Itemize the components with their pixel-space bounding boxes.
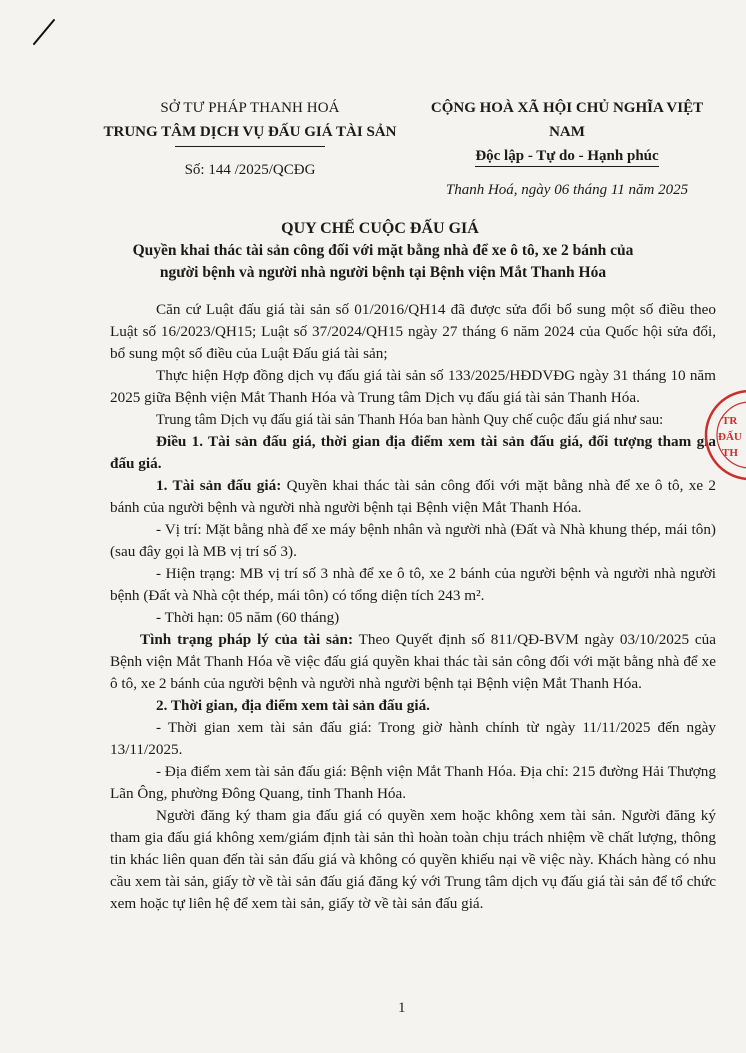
org-name: TRUNG TÂM DỊCH VỤ ĐẤU GIÁ TÀI SẢN	[100, 120, 400, 144]
location-paragraph: - Vị trí: Mặt bằng nhà để xe máy bệnh nhân và người nhà (Đất và Nhà khung thép, mái tôn) (sau đây gọi là MB vị trí số 3).	[110, 521, 716, 560]
status-paragraph: - Hiện trạng: MB vị trí số 3 nhà để xe ô tô, xe 2 bánh của người bệnh và người nhà người bệnh (Đất và Nhà cột thép, mái tôn) có tổng diện tích 243 m².	[110, 565, 716, 604]
red-seal-stamp	[702, 380, 746, 490]
national-motto: Độc lập - Tự do - Hạnh phúc	[475, 146, 658, 167]
issuance-paragraph: Trung tâm Dịch vụ đấu giá tài sản Thanh Hóa ban hành Quy chế cuộc đấu giá như sau:	[156, 412, 664, 428]
document-body	[110, 299, 716, 915]
viewing-heading: 2. Thời gian, địa điểm xem tài sản đấu giá.	[156, 697, 430, 714]
national-header-block	[412, 96, 722, 202]
asset-label: 1. Tài sản đấu giá:	[156, 477, 282, 494]
article-1-heading: Điều 1. Tài sản đấu giá, thời gian địa điểm xem tài sản đấu giá, đối tượng tham gia đấu giá.	[110, 433, 716, 472]
handwritten-slash-mark	[30, 18, 60, 48]
svg-text:TR: TR	[722, 415, 738, 427]
legal-status-text: Theo Quyết định số 811/QĐ-BVM ngày 03/10/2025 của Bệnh viện Mắt Thanh Hóa về việc đấu giá quyền khai thác tài sản công đối với mặt bằng nhà để xe ô tô, xe 2 bánh của người bệnh và người nhà người bệnh tại Bệnh viện Mắt Thanh Hóa.	[110, 631, 716, 692]
asset-paragraph	[110, 475, 716, 519]
legal-status-label: Tình trạng pháp lý của tài sản:	[140, 631, 354, 648]
viewing-time-paragraph: - Thời gian xem tài sản đấu giá: Trong giờ hành chính từ ngày 11/11/2025 đến ngày 13/11/2025.	[110, 719, 716, 758]
viewing-rights-paragraph: Người đăng ký tham gia đấu giá có quyền xem hoặc không xem tài sản. Người đăng ký tham gia đấu giá không xem/giám định tài sản thì hoàn toàn chịu trách nhiệm về chất lượng, thông tin khác liên quan đến tài sản đấu giá và không có quyền khiếu nại về việc này. Khách hàng có nhu cầu xem tài sản, giấy tờ về tài sản đấu giá đăng ký với Trung tâm dịch vụ đấu giá tài sản để tổ chức xem hoặc tự liên hệ để xem tài sản, giấy tờ về tài sản đấu giá.	[110, 807, 716, 912]
svg-text:ĐẤU: ĐẤU	[718, 431, 742, 443]
duration-paragraph: - Thời hạn: 05 năm (60 tháng)	[156, 609, 340, 626]
document-title: QUY CHẾ CUỘC ĐẤU GIÁ	[281, 220, 479, 237]
legal-basis-paragraph: Căn cứ Luật đấu giá tài sản số 01/2016/QH14 đã được sửa đổi bổ sung một số điều theo Luật số 16/2023/QH15; Luật số 37/2024/QH15 ngày 27 tháng 6 năm 2024 của Quốc hội sửa đổi, bổ sung một số điều của Luật Đấu giá tài sản;	[110, 301, 716, 362]
org-parent-name: SỞ TƯ PHÁP THANH HOÁ	[160, 100, 340, 116]
document-subtitle: Quyền khai thác tài sản công đối với mặt bằng nhà để xe ô tô, xe 2 bánh của người bệnh và người nhà người bệnh tại Bệnh viện Mắt Thanh Hóa	[132, 242, 634, 281]
document-number: Số: 144 /2025/QCĐG	[184, 162, 316, 178]
contract-paragraph: Thực hiện Hợp đồng dịch vụ đấu giá tài sản số 133/2025/HĐDVĐG ngày 31 tháng 10 năm 2025 giữa Bệnh viện Mắt Thanh Hóa và Trung tâm Dịch vụ đấu giá tài sản Thanh Hóa.	[110, 367, 716, 406]
asset-text: Quyền khai thác tài sản công đối với mặt bằng nhà để xe ô tô, xe 2 bánh của người bệnh và người nhà người bệnh tại Bệnh viện Mắt Thanh Hóa.	[110, 477, 716, 516]
page-number: 1	[398, 1000, 406, 1016]
nation-name: CỘNG HOÀ XÃ HỘI CHỦ NGHĨA VIỆT NAM	[430, 100, 704, 140]
legal-status-paragraph	[110, 629, 716, 695]
issuing-organization-block	[100, 96, 400, 182]
svg-text:TH: TH	[722, 447, 738, 459]
place-and-date: Thanh Hoá, ngày 06 tháng 11 năm 2025	[445, 182, 689, 198]
viewing-location-paragraph: - Địa điểm xem tài sản đấu giá: Bệnh viện Mắt Thanh Hóa. Địa chỉ: 215 đường Hải Thượng Lãn Ông, phường Đông Quang, tỉnh Thanh Hóa.	[110, 763, 716, 802]
